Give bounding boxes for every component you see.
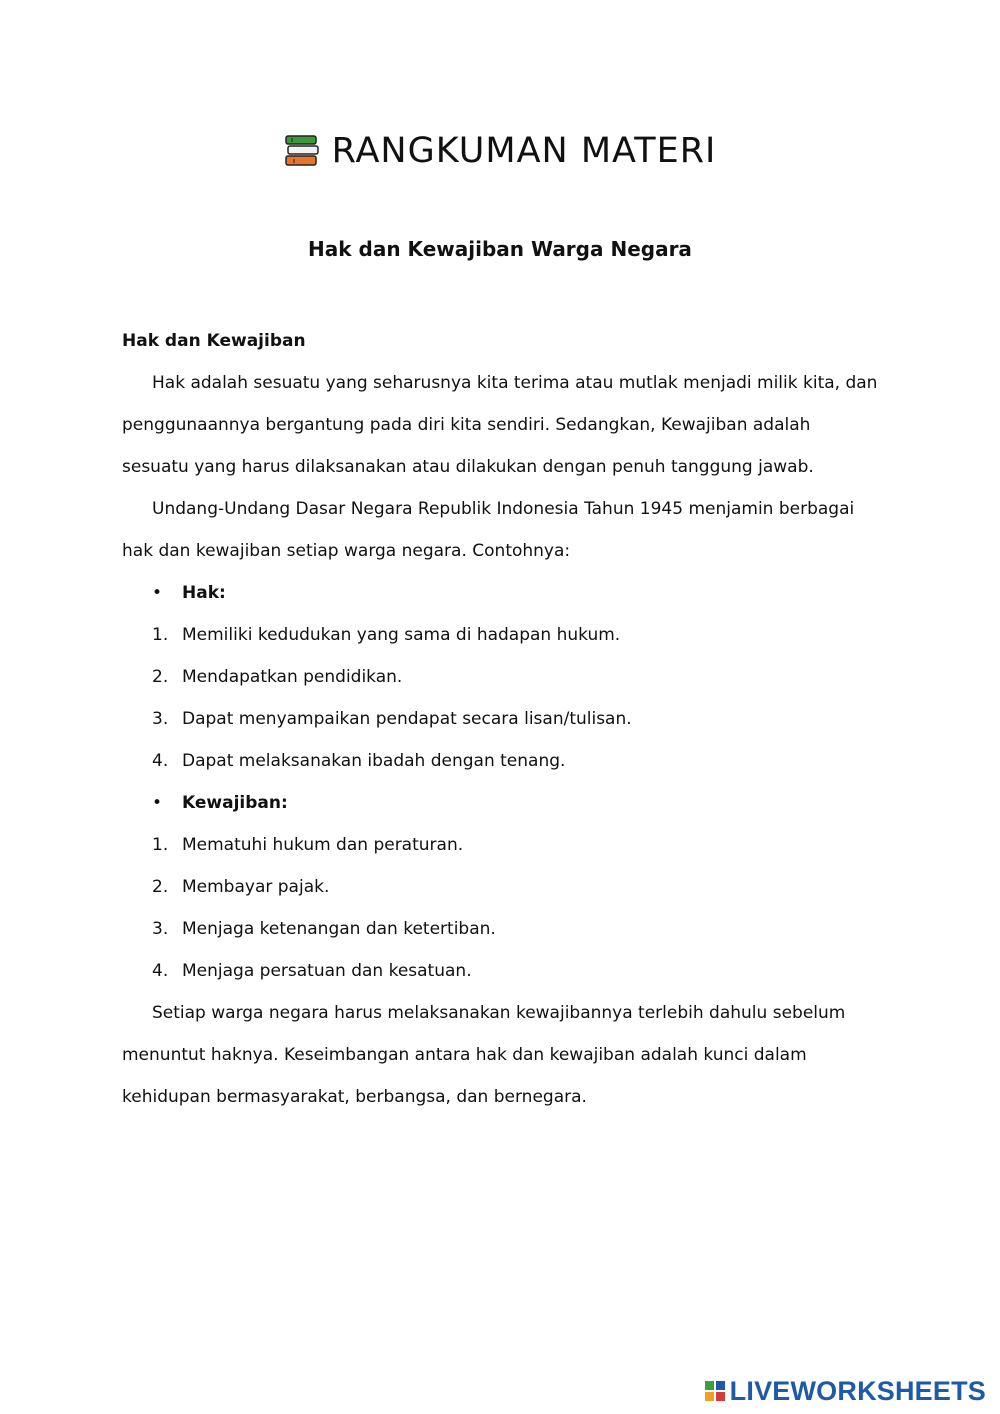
kewajiban-item: Membayar pajak. [182,877,330,897]
section-heading: Hak dan Kewajiban [122,331,306,351]
kewajiban-item: Menjaga persatuan dan kesatuan. [182,961,472,981]
list-item: 3. Dapat menyampaikan pendapat secara lisan/tulisan. [152,709,632,729]
bullet-icon: • [152,793,163,813]
paragraph-definition: Hak adalah sesuatu yang seharusnya kita terima atau mutlak menjadi milik kita, dan penggunaannya bergantung pada diri kita sendiri. Sedangkan, Kewajiban adalah sesuatu yang harus dilaksanakan atau dilakukan dengan penuh tanggung jawab. [122,373,878,477]
kewajiban-item: Mematuhi hukum dan peraturan. [182,835,464,855]
kewajiban-label: Kewajiban: [182,793,288,813]
liveworksheets-watermark [704,1376,986,1406]
watermark-text: LIVEWORKSHEETS [729,1375,986,1406]
summary-content [122,320,882,1118]
list-item: 4. Menjaga persatuan dan kesatuan. [152,961,472,981]
kewajiban-item: Menjaga ketenangan dan ketertiban. [182,919,496,939]
list-item: 1. Memiliki kedudukan yang sama di hadapan hukum. [152,625,621,645]
list-item: 3. Menjaga ketenangan dan ketertiban. [152,919,496,939]
liveworksheets-logo-icon [704,1380,726,1402]
page-title [0,126,1000,176]
list-item: 1. Mematuhi hukum dan peraturan. [152,835,464,855]
list-item [122,782,882,824]
hak-item: Dapat melaksanakan ibadah dengan tenang. [182,751,566,771]
paragraph-conclusion: Setiap warga negara harus melaksanakan kewajibannya terlebih dahulu sebelum menuntut haknya. Keseimbangan antara hak dan kewajiban adalah kunci dalam kehidupan bermasyarakat, berbangsa, dan bernegara. [122,1003,846,1107]
hak-list [122,572,882,992]
hak-item: Mendapatkan pendidikan. [182,667,403,687]
hak-label: Hak: [182,583,226,603]
subtitle: Hak dan Kewajiban Warga Negara [308,237,692,261]
list-item [122,572,882,614]
list-item: 2. Mendapatkan pendidikan. [152,667,403,687]
list-item: 4. Dapat melaksanakan ibadah dengan tenang. [152,751,566,771]
hak-item: Memiliki kedudukan yang sama di hadapan hukum. [182,625,621,645]
list-item: 2. Membayar pajak. [152,877,330,897]
books-icon [284,134,320,168]
hak-item: Dapat menyampaikan pendapat secara lisan/tulisan. [182,709,632,729]
paragraph-uud: Undang-Undang Dasar Negara Republik Indonesia Tahun 1945 menjamin berbagai hak dan kewajiban setiap warga negara. Contohnya: [122,499,855,561]
title-text: RANGKUMAN MATERI [331,131,717,171]
bullet-icon: • [152,583,163,603]
